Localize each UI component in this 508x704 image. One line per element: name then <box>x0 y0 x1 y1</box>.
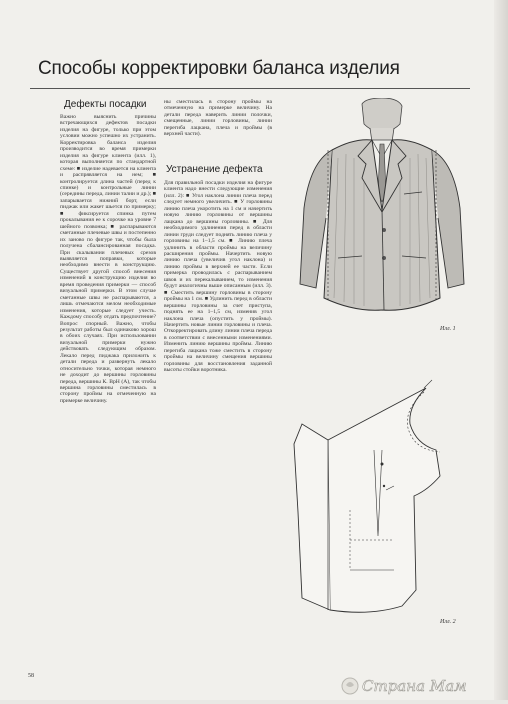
column-1-text: Важно выяснить причины встречающихся дефектов посадки изделия на фигуре, только при этом условии можно успешно их устранить. Корректировка баланса изделия производится во время примерки изделия на фигуре клиента (илл. 1), которая выполняется по стандартной схеме: ■ изделие надевается на клиента и распрявляется на нем; ■ контролируется длина частей (перед к спинке) и контрольные линии (середины переда, линии талии и др.); ■ запарывается нижний борт, если пиджак или жакет шьется по примерку; ■ фиксируется спинка путем прокалывания ее к сорочке на уровне 7 шейного позвонка; ■ распарываются сметанные плечевые швы и постепенно их заново по фигуре так, чтобы была получена сбалансированная посадка. При скалывании плечевых срезов выявляется поправки, которые необходимо внести в конструкцию. Существует другой способ внесения изменений в конструкцию изделия во время проведения примерки — способ визуальной примерки. В этом случае сметанные швы не распарываются, а лишь отмечаются мелом необходимые изменения, которые следует учесть. Каждому способу отдать предпочтение? Вопрос спорный. Важно, чтобы результат работы был одинаково хорош в обоих случаях. При использовании визуальной примерки нужно действовать следующим образом. Лекало перед пиджака приложить к детали переда и развернуть лекало относительно точки, которая немного не доходит до вершины горловины переда, вершины К. ВрН (А), так чтобы вершина горловины сместилась в сторону проймы на отмеченную на примерке величину. <box>60 114 156 404</box>
pattern-draft-illustration <box>290 340 472 630</box>
heading-fix: Устранение дефекта <box>166 164 263 175</box>
column-1 <box>60 114 156 404</box>
figure-2-caption: Илл. 2 <box>440 619 456 625</box>
column-2 <box>164 180 272 374</box>
column-2-text: Для правильной посадки изделия на фигуре клиента надо внести следующие изменения (илл. 2): ■ Угол наклона линии плеча перед следует немного увеличить. ■ У горловины линию плеча укоротить на 1 см и начертить новую линию горловины от вершины лацкана до вершины горловины. ■ Для необходимого удлинения перед в области линии груди следует поднять линию плеча у горловины на 1–1,5 см. ■ Линию плеча удлинить в области проймы на величину расширения проймы. Начертить новую линию плеча (увеличив угол наклона) и линию проймы в верхней ее части. Если примерка проводилась с распарыванием швов и их перекалыванием, то изменения будут аналогичны выше описанным (илл. 3). ■ Сместить вершину горловины в сторону проймы на 1 см. ■ Удлинить перед в области вершины горловины за счет приступа, поднять ее на 1–1,5 см, изменив угол наклона плеча (опустить у проймы). Начертить новые линии горловины и плеча. Откорректировать длину линии плеча переда в соответствии с внесенными изменениями. Изменить линию вершины проймы. Линию перегиба лацкана тоже сместить в сторону проймы на величину смещения вершины горловины для восстановления заданной высоты стойки воротника. <box>164 180 272 374</box>
watermark-text: Страна Мам <box>362 677 467 695</box>
page-edge-shadow <box>494 0 508 700</box>
column-2-top <box>164 99 272 138</box>
page-number: 58 <box>28 673 34 679</box>
watermark-logo-icon <box>340 673 504 699</box>
site-watermark <box>340 673 504 699</box>
title-rule <box>30 88 470 89</box>
column-2-top-text: ны сместилась в сторону проймы на отмеченную на примерке величину. На детали переда наверить линии полочки, смещенные, линии горловины, линии перегиба лацкана, плеча и проймы (в верхней части). <box>164 99 272 138</box>
heading-defects: Дефекты посадки <box>64 99 147 110</box>
page-title: Способы корректировки баланса изделия <box>38 58 400 79</box>
figure-1-caption: Илл. 1 <box>440 326 456 332</box>
jacket-illustration <box>292 98 470 336</box>
